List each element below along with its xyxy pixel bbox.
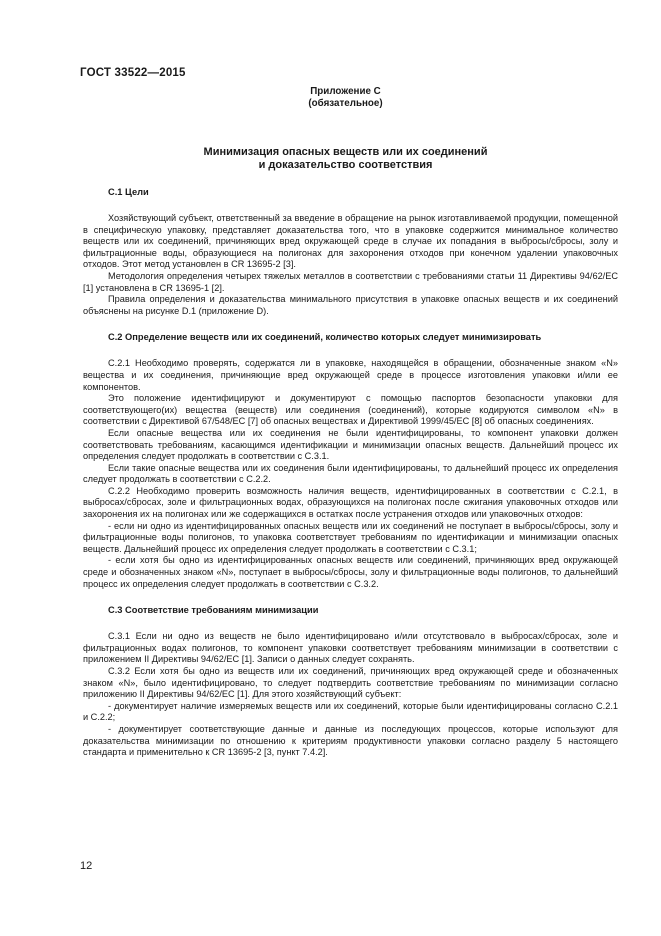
body-text (83, 172, 618, 759)
annex-label: Приложение С (310, 86, 381, 97)
paragraph: Правила определения и доказательства минимального присутствия в упаковке опасных веществ и их соединений объяснены на рисунке D.1 (приложение D). (83, 294, 618, 316)
section-heading-c3: С.3 Соответствие требованиям минимизации (108, 605, 319, 616)
paragraph: Хозяйствующий субъект, ответственный за введение в обращение на рынок изготавливаемой продукции, помещенной в специфическую упаковку, представляет доказательства того, что в упаковке содержится минимальное количество веществ или их соединений, причиняющих вред окружающей среде в случае их попадания в выбросы/сбросы, золу и фильтрационные воды, образующиеся на полигонах для захоронения отходов при конечном удалении упаковочных отходов. Этот метод установлен в CR 13695-2 [3]. (83, 213, 618, 270)
section-heading-c1: С.1 Цели (108, 187, 149, 197)
annex-title-line-2: и доказательство соответствия (258, 159, 433, 171)
section-heading-c2: С.2 Определение веществ или их соединений, количество которых следует минимизировать (108, 332, 542, 343)
paragraph: С.3.2 Если хотя бы одно из веществ или их соединений, причиняющих вред окружающей среде и обозначенных знаком «N», было идентифицировано, то следует подтвердить соответствие требованиям по минимизации согласно приложению II Директивы 94/62/EC [1]. Для этого хозяйствующий субъект: (83, 666, 618, 700)
annex-status: (обязательное) (308, 98, 383, 109)
spacer (83, 616, 618, 631)
paragraph: Если опасные вещества или их соединения не были идентифицированы, то компонент упаковки должен соответствовать требованиям, касающимся идентификации и минимизации опасных веществ. Дальнейший процесс их определения следует продолжать в соответствии с С.3.1. (83, 427, 618, 462)
paragraph: С.2.1 Необходимо проверять, содержатся ли в упаковке, находящейся в обращении, обозначенные знаком «N» вещества и их соединения, причиняющие вред окружающей среде в процессе изготовления упаковки и/или ее компонентов. (83, 358, 618, 392)
paragraph: - документирует соответствующие данные и данные из последующих процессов, которые используют для доказательства минимизации по отношению к критериям продуктивности упаковки согласно разделу 5 настоящего стандарта и применительно к CR 13695-2 [3, пункт 7.4.2]. (83, 723, 618, 758)
paragraph: Если такие опасные вещества или их соединения были идентифицированы, то дальнейший процесс их определения следует продолжать в соответствии с С.2.2. (83, 462, 618, 485)
paragraph: С.3.1 Если ни одно из веществ не было идентифицировано и/или отсутствовало в выбросах/сбросах, золе и фильтрационных водах полигонов, то компонент упаковки соответствует требованиям минимизации в соответствии с приложением II Директивы 94/62/EC [1]. Записи о данных следует сохранять. (83, 631, 618, 665)
paragraph: С.2.2 Необходимо проверить возможность наличия веществ, идентифицированных в соответствии с С.2.1, в выбросах/сбросах, золе и фильтрационных водах, образующихся на полигонах после сжигания упаковочных отходов или захоронения их на полигонах или же содержащихся в остатках после устранения отходов или упаковочных отходов: (83, 485, 618, 520)
standard-header: ГОСТ 33522—2015 (80, 67, 186, 79)
paragraph: Это положение идентифицируют и документируют с помощью паспортов безопасности упаковки для соответствующего(их) вещества (веществ) или соединения (соединений), которые кодируются символом «N» в соответствии с Директивой 67/548/EC [7] об опасных веществах и Директивой 1999/45/EC [8] об опасных соединениях. (83, 393, 618, 427)
page-number: 12 (80, 860, 93, 872)
paragraph: - если хотя бы одно из идентифицированных опасных веществ или соединений, причиняющих вред окружающей среде и обозначенных знаком «N», поступает в выбросы/сбросы, золу и фильтрационные воды полигонов, то дальнейший процесс их определения следует продолжать в соответствии с С.3.2. (83, 555, 618, 589)
paragraph: - документирует наличие измеряемых веществ или их соединений, которые были идентифицированы согласно С.2.1 и С.2.2; (83, 700, 618, 723)
spacer (83, 343, 618, 358)
annex-title-line-1: Минимизация опасных веществ или их соединений (203, 146, 488, 158)
spacer (83, 590, 618, 604)
paragraph: Методология определения четырех тяжелых металлов в соответствии с требованиями статьи 11 Директивы 94/62/EC [1] установлена в CR 13695-1 [2]. (83, 270, 618, 293)
paragraph: - если ни одно из идентифицированных опасных веществ или их соединений не поступает в выбросы/сбросы, золу и фильтрационные воды полигонов, то упаковка соответствует требованиям по идентификации и минимизации опасных веществ. Дальнейший процесс их определения следует продолжать в соответствии с С.3.1; (83, 520, 618, 554)
spacer (83, 198, 618, 213)
annex-title (60, 146, 631, 172)
spacer (83, 172, 618, 186)
spacer (83, 317, 618, 331)
